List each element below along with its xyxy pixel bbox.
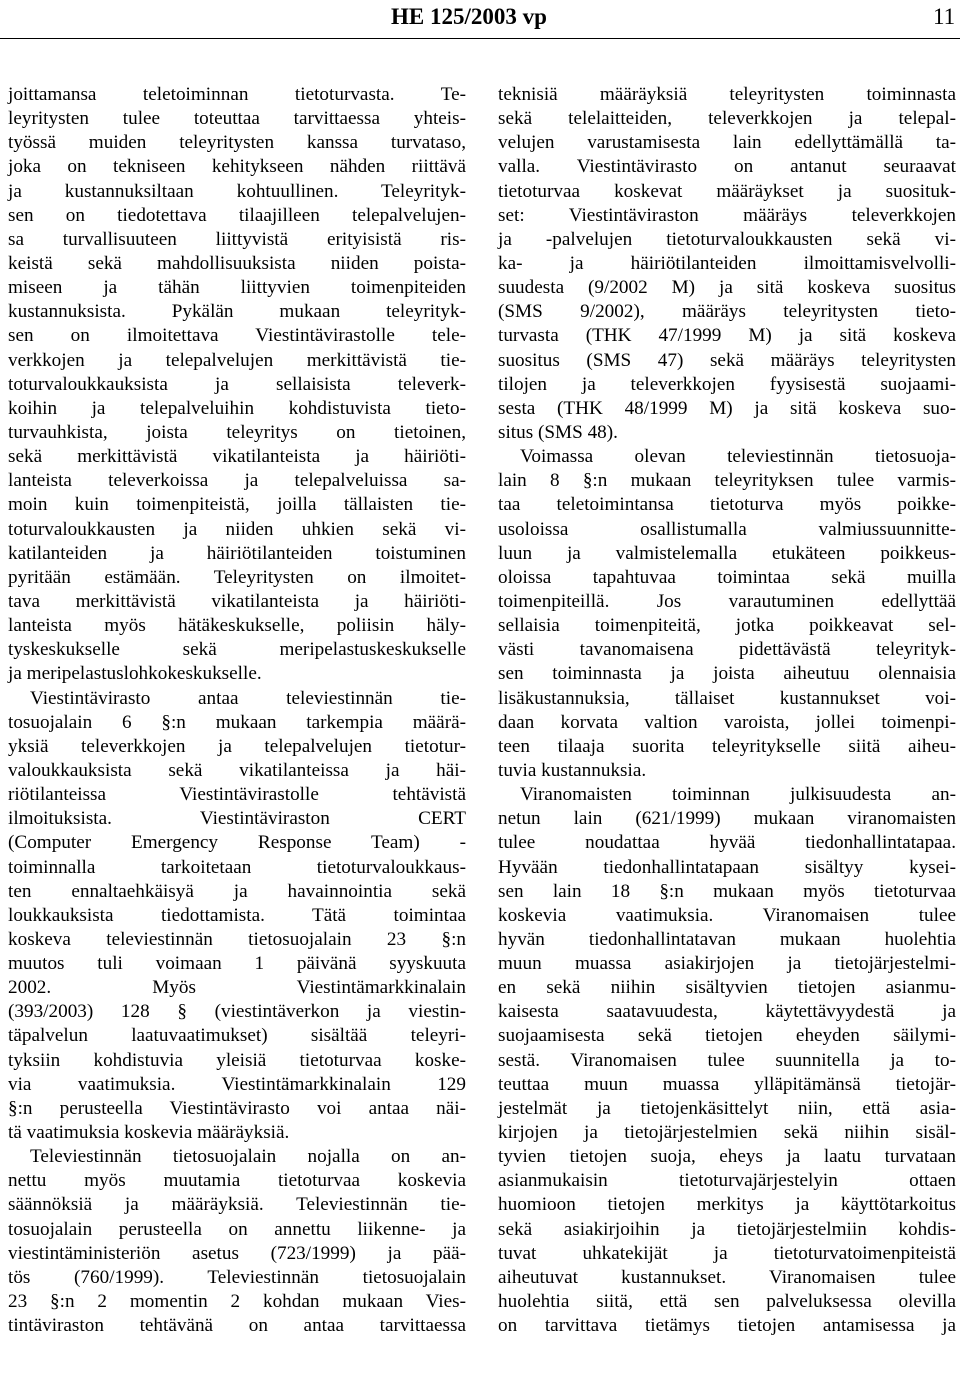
text-line: verkkojen ja telepalvelujen merkittävistä tie- bbox=[8, 349, 466, 371]
text-line: ja -palvelujen tietoturvaloukkausten sekä vi- bbox=[498, 228, 956, 250]
text-line: riötilanteissa Viestintävirastolle tehtävistä bbox=[8, 784, 466, 806]
page-header bbox=[0, 0, 960, 44]
text-line: aiheutuvat kustannukset. Viranomaisen tulee bbox=[498, 1266, 956, 1288]
text-line: pyritään estämään. Teleyritysten on ilmoitet- bbox=[8, 566, 466, 588]
text-line: tös (760/1999). Televiestinnän tietosuojalain bbox=[8, 1266, 466, 1288]
text-line: sekä telelaitteiden, televerkkojen ja telepal- bbox=[498, 108, 956, 130]
text-line: sen toiminnasta ja joista aiheutuu olennaisia bbox=[498, 663, 956, 685]
text-line: keistä sekä mahdollisuuksista niiden poista- bbox=[8, 252, 466, 274]
text-line: turvasta (THK 47/1999 M) ja sitä koskeva bbox=[498, 325, 956, 347]
text-line: oloissa tapahtuvaa toimintaa sekä muilla bbox=[498, 566, 956, 588]
text-line: via vaatimuksia. Viestintämarkkinalain 129 bbox=[8, 1073, 466, 1095]
text-line: 23 §:n 2 momentin 2 kohdan mukaan Vies- bbox=[8, 1291, 466, 1313]
text-line: ilmoituksista. Viestintäviraston CERT bbox=[8, 808, 466, 830]
text-line: leyritysten tulee toteuttaa tarvittaessa yhteis- bbox=[8, 108, 466, 130]
text-line: muutos tuli voimaan 1 päivänä syyskuuta bbox=[8, 953, 466, 975]
text-line: lanteista myös hätäkeskukselle, poliisin häly- bbox=[8, 615, 466, 637]
text-line: sen on ilmoitettava Viestintävirastolle tele- bbox=[8, 325, 466, 347]
text-line: tintäviraston tehtävänä on antaa tarvittaessa bbox=[8, 1315, 466, 1337]
text-line: kirjojen ja tietojärjestelmien sekä niihin sisäl- bbox=[498, 1122, 956, 1144]
text-line: sen lain 18 §:n mukaan myös tietoturvaa bbox=[498, 880, 956, 902]
text-line: moin kuin toimenpiteistä, joilla tällaisten tie- bbox=[8, 494, 466, 516]
right-text-column bbox=[498, 83, 956, 1338]
text-line: kustannuksista. Pykälän mukaan teleyrityk- bbox=[8, 301, 466, 323]
text-line: ten ennaltaehkäisyä ja havainnointia sekä bbox=[8, 880, 466, 902]
text-line: 2002. Myös Viestintämarkkinalain bbox=[8, 977, 466, 999]
text-line: ka- ja häiriötilanteiden ilmoittamisvelvolli- bbox=[498, 252, 956, 274]
text-line: turvauhkista, joista teleyritys on tietoinen, bbox=[8, 421, 466, 443]
text-line: lain 8 §:n mukaan teleyrityksen tulee varmis- bbox=[498, 470, 956, 492]
text-line: en sekä niihin sisältyvien tietojen asianmu- bbox=[498, 977, 956, 999]
text-line: viestintäministeriön asetus (723/1999) ja pää- bbox=[8, 1242, 466, 1264]
text-line: yksiä televerkkojen ja telepalvelujen tietotur- bbox=[8, 735, 466, 757]
text-line: §:n perusteella Viestintävirasto voi antaa näi- bbox=[8, 1097, 466, 1119]
document-id: HE 125/2003 vp bbox=[391, 4, 547, 29]
text-line: ja kustannuksiltaan kohtuullinen. Teleyrityk- bbox=[8, 180, 466, 202]
text-line: joka on tekniseen kehitykseen nähden riittävä bbox=[8, 156, 466, 178]
text-line: sesta (THK 48/1999 M) ja sitä koskeva suo- bbox=[498, 397, 956, 419]
text-line: Hyvään tiedonhallintatapaan sisältyy kysei- bbox=[498, 856, 956, 878]
text-line: kaisesta saatavuudesta, käytettävyydestä ja bbox=[498, 1001, 956, 1023]
text-line: toimenpiteillä. Jos varautuminen edellyttää bbox=[498, 590, 956, 612]
text-line: teen tilaaja suorita teleyritykselle siitä aiheu- bbox=[498, 735, 956, 757]
text-line: joittamansa teletoiminnan tietoturvasta. Te- bbox=[8, 84, 466, 105]
text-line: tosuojalain 6 §:n mukaan tarkempia määrä- bbox=[8, 711, 466, 733]
text-line: teknisiä määräyksiä teleyritysten toiminnasta bbox=[498, 84, 956, 105]
text-line: miseen ja tähän liittyvien toimenpiteiden bbox=[8, 277, 466, 299]
text-line: velujen varustamisesta lain edellyttämällä ta- bbox=[498, 132, 956, 154]
text-line: sa turvallisuuteen liittyvistä erityisistä ris- bbox=[8, 228, 466, 250]
text-line: tuvia kustannuksia. bbox=[498, 759, 647, 781]
text-line: teuttaa muun muassa ylläpitämänsä tietojär- bbox=[498, 1073, 956, 1095]
text-line: sen on tiedotettava tilaajilleen telepalvelujen- bbox=[8, 204, 466, 226]
text-line: Voimassa olevan televiestinnän tietosuoja- bbox=[520, 446, 956, 468]
text-line: valoukkauksista sekä vikatilanteissa ja häi- bbox=[8, 759, 466, 781]
text-line: valla. Viestintävirasto on antanut seuraavat bbox=[498, 156, 956, 178]
text-line: toiminnalla tarkoitetaan tietoturvaloukkaus- bbox=[8, 856, 466, 878]
text-line: tyksiin kohdistuvia yleisiä tietoturvaa koske- bbox=[8, 1049, 466, 1071]
text-line: lanteista televerkoissa ja telepalveluissa sa- bbox=[8, 470, 466, 492]
text-line: hyvän tiedonhallintatavan mukaan huolehtia bbox=[498, 928, 956, 950]
text-line: toturvaloukkauksista ja sellaisista televerk- bbox=[8, 373, 466, 395]
text-line: daan korvata valtion varoista, jollei toimenpi- bbox=[498, 711, 956, 733]
text-line: asianmukaisin tietoturvajärjestelyin ottaen bbox=[498, 1170, 956, 1192]
page-number: 11 bbox=[933, 4, 956, 29]
text-line: nettu myös muutamia tietoturvaa koskevia bbox=[8, 1170, 466, 1192]
text-line: muun muassa asiakirjojen ja tietojärjestelmi- bbox=[498, 953, 956, 975]
text-line: (SMS 9/2002), määräys teleyritysten tieto- bbox=[498, 301, 956, 323]
text-line: tyvien tietojen suoja, eheys ja laatu turvataan bbox=[498, 1146, 956, 1168]
left-text-column bbox=[8, 83, 466, 1338]
text-line: huomioon tietojen merkitys ja käyttötarkoitus bbox=[498, 1194, 956, 1216]
text-line: usoloissa osallistumalla valmiussuunnitte- bbox=[498, 518, 956, 540]
text-line: tä vaatimuksia koskevia määräyksiä. bbox=[8, 1122, 290, 1144]
text-line: säännöksiä ja määräyksiä. Televiestinnän tie- bbox=[8, 1194, 466, 1216]
text-line: (393/2003) 128 § (viestintäverkon ja viestin- bbox=[8, 1001, 466, 1023]
text-line: tuvat uhkatekijät ja tietoturvatoimenpiteistä bbox=[498, 1242, 956, 1264]
text-line: koskevia vaatimuksia. Viranomaisen tulee bbox=[498, 904, 956, 926]
text-line: loukkauksista tiedottamista. Tätä toimintaa bbox=[8, 904, 466, 926]
text-line: tyskeskukselle sekä meripelastuskeskukselle bbox=[8, 639, 466, 661]
text-line: set: Viestintäviraston määräys televerkkojen bbox=[498, 204, 956, 226]
text-line: koihin ja telepalveluihin kohdistuvista tieto- bbox=[8, 397, 466, 419]
text-line: katilanteiden ja häiriötilanteiden toistuminen bbox=[8, 542, 466, 564]
text-line: tietoturvaa koskevat määräykset ja suosituk- bbox=[498, 180, 956, 202]
text-line: luun ja valmistelemalla etukäteen poikkeus- bbox=[498, 542, 956, 564]
text-line: situs (SMS 48). bbox=[498, 421, 618, 443]
text-line: tulee noudattaa hyvää tiedonhallintatapaa. bbox=[498, 832, 956, 854]
text-line: sekä asiakirjoihin ja tietojärjestelmiin kohdis- bbox=[498, 1218, 956, 1240]
text-line: tava merkittävistä vikatilanteista ja häiriöti- bbox=[8, 590, 466, 612]
text-line: suositus (SMS 47) sekä määräys teleyritysten bbox=[498, 349, 956, 371]
text-line: täpalvelun laatuvaatimukset) sisältää teleyri- bbox=[8, 1025, 466, 1047]
text-line: tilojen ja televerkkojen fyysisestä suojaami- bbox=[498, 373, 956, 395]
text-line: suudesta (9/2002 M) ja sitä koskeva suositus bbox=[498, 277, 956, 299]
text-line: tosuojalain perusteella on annettu liikenne- ja bbox=[8, 1218, 466, 1240]
text-line: västi tavanomaisena pidettävästä teleyrityk- bbox=[498, 639, 956, 661]
text-line: netun lain (621/1999) mukaan viranomaisten bbox=[498, 808, 956, 830]
text-line: suojaamisesta sekä tietojen eheyden säilymi- bbox=[498, 1025, 956, 1047]
text-line: lisäkustannuksia, tällaiset kustannukset voi- bbox=[498, 687, 956, 709]
text-line: on tarvittava tietämys tietojen antamisessa ja bbox=[498, 1315, 956, 1337]
text-line: Viestintävirasto antaa televiestinnän tie- bbox=[30, 687, 466, 709]
text-line: Televiestinnän tietosuojalain nojalla on an- bbox=[30, 1146, 466, 1168]
text-line: ja meripelastuslohkokeskukselle. bbox=[8, 663, 262, 685]
text-line: sellaisia toimenpiteitä, jotka poikkeavat sel- bbox=[498, 615, 956, 637]
text-line: sekä merkittävistä vikatilanteista ja häiriöti- bbox=[8, 446, 466, 468]
header-rule bbox=[0, 38, 960, 39]
text-line: jestelmät ja tietojenkäsittelyt niin, että asia- bbox=[498, 1097, 956, 1119]
text-line: taa teletoimintansa tietoturva myös poikke- bbox=[498, 494, 956, 516]
text-line: toturvaloukkausten ja niiden uhkien sekä vi- bbox=[8, 518, 466, 540]
text-line: sestä. Viranomaisen tulee suunnitella ja to- bbox=[498, 1049, 956, 1071]
text-line: huolehtia siitä, että sen palveluksessa olevilla bbox=[498, 1291, 956, 1313]
text-line: työssä muiden teleyritysten kanssa turvataso, bbox=[8, 132, 466, 154]
text-line: Viranomaisten toiminnan julkisuudesta an- bbox=[520, 784, 956, 806]
text-line: koskeva televiestinnän tietosuojalain 23 §:n bbox=[8, 928, 466, 950]
text-line: (Computer Emergency Response Team) - bbox=[8, 832, 466, 854]
